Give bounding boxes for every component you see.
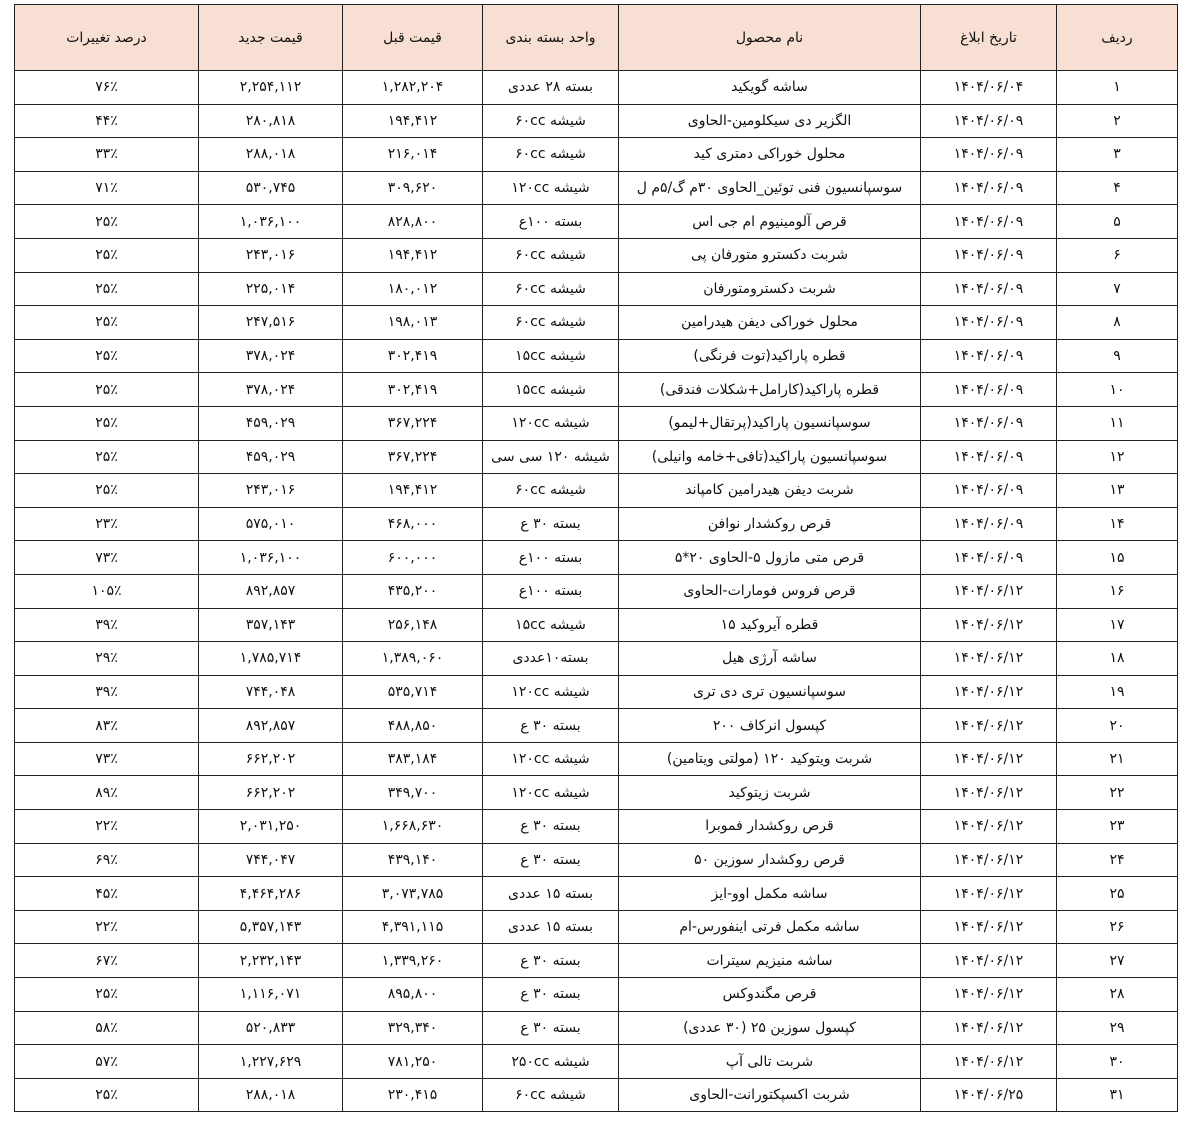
cell-old-price: ۴۸۸,۸۵۰ <box>343 709 483 743</box>
cell-product-name: شربت اکسپکتورانت-الحاوی <box>619 1078 921 1112</box>
cell-new-price: ۵۷۵,۰۱۰ <box>199 507 343 541</box>
table-row <box>15 238 1178 272</box>
cell-new-price: ۳۷۸,۰۲۴ <box>199 373 343 407</box>
cell-product-name: قطره پاراکید(کارامل+شکلات فندقی) <box>619 373 921 407</box>
cell-product-name: قرص روکشدار نوافن <box>619 507 921 541</box>
table-row <box>15 104 1178 138</box>
cell-row-number: ۱۴ <box>1057 507 1178 541</box>
cell-notification-date: ۱۴۰۴/۰۶/۰۹ <box>921 373 1057 407</box>
cell-old-price: ۲۳۰,۴۱۵ <box>343 1078 483 1112</box>
cell-notification-date: ۱۴۰۴/۰۶/۰۹ <box>921 272 1057 306</box>
cell-new-price: ۱,۷۸۵,۷۱۴ <box>199 642 343 676</box>
cell-new-price: ۲۸۰,۸۱۸ <box>199 104 343 138</box>
table-row <box>15 474 1178 508</box>
cell-packaging-unit: بسته ۳۰ ع <box>483 944 619 978</box>
cell-percent-change: ۶۷٪ <box>15 944 199 978</box>
cell-product-name: ساشه گویکید <box>619 71 921 105</box>
cell-notification-date: ۱۴۰۴/۰۶/۰۹ <box>921 406 1057 440</box>
cell-packaging-unit: بسته ۳۰ ع <box>483 843 619 877</box>
table-row <box>15 776 1178 810</box>
table-row <box>15 406 1178 440</box>
cell-notification-date: ۱۴۰۴/۰۶/۰۹ <box>921 440 1057 474</box>
cell-notification-date: ۱۴۰۴/۰۶/۱۲ <box>921 944 1057 978</box>
cell-old-price: ۸۲۸,۸۰۰ <box>343 205 483 239</box>
cell-product-name: شربت تالی آپ <box>619 1045 921 1079</box>
cell-row-number: ۱۷ <box>1057 608 1178 642</box>
cell-packaging-unit: شیشه ۱۵cc <box>483 339 619 373</box>
table-row <box>15 272 1178 306</box>
cell-row-number: ۲ <box>1057 104 1178 138</box>
cell-new-price: ۲۴۳,۰۱۶ <box>199 474 343 508</box>
table-row <box>15 306 1178 340</box>
cell-packaging-unit: بسته ۱۵ عددی <box>483 910 619 944</box>
cell-notification-date: ۱۴۰۴/۰۶/۲۵ <box>921 1078 1057 1112</box>
cell-packaging-unit: بسته ۱۰۰ع <box>483 541 619 575</box>
cell-old-price: ۳۸۳,۱۸۴ <box>343 742 483 776</box>
header-percent-change: درصد تغییرات <box>15 5 199 71</box>
cell-row-number: ۲۴ <box>1057 843 1178 877</box>
cell-new-price: ۲۴۳,۰۱۶ <box>199 238 343 272</box>
cell-percent-change: ۲۵٪ <box>15 440 199 474</box>
cell-percent-change: ۸۳٪ <box>15 709 199 743</box>
table-row <box>15 877 1178 911</box>
cell-product-name: شربت دکسترو متورفان پی <box>619 238 921 272</box>
cell-notification-date: ۱۴۰۴/۰۶/۱۲ <box>921 675 1057 709</box>
table-row <box>15 810 1178 844</box>
cell-old-price: ۲۱۶,۰۱۴ <box>343 138 483 172</box>
cell-old-price: ۴۳۹,۱۴۰ <box>343 843 483 877</box>
cell-new-price: ۱,۱۱۶,۰۷۱ <box>199 978 343 1012</box>
cell-packaging-unit: شیشه ۶۰cc <box>483 1078 619 1112</box>
cell-percent-change: ۲۵٪ <box>15 978 199 1012</box>
cell-old-price: ۴۳۵,۲۰۰ <box>343 574 483 608</box>
cell-packaging-unit: بسته ۳۰ ع <box>483 709 619 743</box>
cell-row-number: ۱۲ <box>1057 440 1178 474</box>
cell-old-price: ۸۹۵,۸۰۰ <box>343 978 483 1012</box>
cell-new-price: ۴۵۹,۰۲۹ <box>199 406 343 440</box>
cell-row-number: ۱۹ <box>1057 675 1178 709</box>
cell-percent-change: ۳۹٪ <box>15 608 199 642</box>
cell-notification-date: ۱۴۰۴/۰۶/۰۹ <box>921 104 1057 138</box>
cell-percent-change: ۷۳٪ <box>15 742 199 776</box>
cell-new-price: ۱,۲۲۷,۶۲۹ <box>199 1045 343 1079</box>
cell-percent-change: ۲۵٪ <box>15 339 199 373</box>
cell-percent-change: ۸۹٪ <box>15 776 199 810</box>
header-product-name: نام محصول <box>619 5 921 71</box>
cell-new-price: ۳۷۸,۰۲۴ <box>199 339 343 373</box>
cell-row-number: ۲۵ <box>1057 877 1178 911</box>
cell-percent-change: ۷۳٪ <box>15 541 199 575</box>
cell-new-price: ۸۹۲,۸۵۷ <box>199 709 343 743</box>
cell-packaging-unit: شیشه ۶۰cc <box>483 238 619 272</box>
cell-packaging-unit: شیشه ۲۵۰cc <box>483 1045 619 1079</box>
cell-percent-change: ۲۳٪ <box>15 507 199 541</box>
cell-notification-date: ۱۴۰۴/۰۶/۰۹ <box>921 306 1057 340</box>
cell-product-name: قرص روکشدار فموبرا <box>619 810 921 844</box>
cell-notification-date: ۱۴۰۴/۰۶/۰۹ <box>921 238 1057 272</box>
table-row <box>15 339 1178 373</box>
cell-percent-change: ۳۹٪ <box>15 675 199 709</box>
table-row <box>15 541 1178 575</box>
table-row <box>15 709 1178 743</box>
cell-row-number: ۱۸ <box>1057 642 1178 676</box>
cell-percent-change: ۵۸٪ <box>15 1011 199 1045</box>
cell-notification-date: ۱۴۰۴/۰۶/۱۲ <box>921 574 1057 608</box>
cell-old-price: ۳,۰۷۳,۷۸۵ <box>343 877 483 911</box>
cell-product-name: کپسول انرکاف ۲۰۰ <box>619 709 921 743</box>
cell-notification-date: ۱۴۰۴/۰۶/۰۹ <box>921 171 1057 205</box>
table-body <box>15 71 1178 1112</box>
cell-notification-date: ۱۴۰۴/۰۶/۰۴ <box>921 71 1057 105</box>
cell-notification-date: ۱۴۰۴/۰۶/۱۲ <box>921 642 1057 676</box>
cell-old-price: ۱,۳۸۹,۰۶۰ <box>343 642 483 676</box>
cell-packaging-unit: شیشه ۶۰cc <box>483 104 619 138</box>
cell-old-price: ۴,۳۹۱,۱۱۵ <box>343 910 483 944</box>
cell-notification-date: ۱۴۰۴/۰۶/۱۲ <box>921 810 1057 844</box>
cell-row-number: ۲۷ <box>1057 944 1178 978</box>
header-new-price: قیمت جدید <box>199 5 343 71</box>
cell-new-price: ۲۴۷,۵۱۶ <box>199 306 343 340</box>
cell-packaging-unit: بسته ۳۰ ع <box>483 978 619 1012</box>
cell-row-number: ۸ <box>1057 306 1178 340</box>
cell-product-name: ساشه منیزیم سیترات <box>619 944 921 978</box>
cell-percent-change: ۴۴٪ <box>15 104 199 138</box>
cell-packaging-unit: شیشه ۶۰cc <box>483 272 619 306</box>
cell-notification-date: ۱۴۰۴/۰۶/۰۹ <box>921 541 1057 575</box>
cell-row-number: ۱۳ <box>1057 474 1178 508</box>
table-row <box>15 910 1178 944</box>
table-row <box>15 742 1178 776</box>
cell-product-name: ساشه مکمل فرتی اینفورس-ام <box>619 910 921 944</box>
cell-old-price: ۳۰۲,۴۱۹ <box>343 339 483 373</box>
cell-old-price: ۳۶۷,۲۲۴ <box>343 406 483 440</box>
cell-product-name: الگزیر دی سیکلومین-الحاوی <box>619 104 921 138</box>
table-row <box>15 944 1178 978</box>
cell-row-number: ۳۰ <box>1057 1045 1178 1079</box>
cell-packaging-unit: شیشه ۶۰cc <box>483 138 619 172</box>
header-packaging-unit: واحد بسته بندی <box>483 5 619 71</box>
cell-notification-date: ۱۴۰۴/۰۶/۱۲ <box>921 910 1057 944</box>
cell-notification-date: ۱۴۰۴/۰۶/۱۲ <box>921 608 1057 642</box>
cell-row-number: ۳۱ <box>1057 1078 1178 1112</box>
cell-new-price: ۷۴۴,۰۴۷ <box>199 843 343 877</box>
cell-notification-date: ۱۴۰۴/۰۶/۱۲ <box>921 1045 1057 1079</box>
cell-product-name: شربت دیفن هیدرامین کامپاند <box>619 474 921 508</box>
table-row <box>15 608 1178 642</box>
cell-notification-date: ۱۴۰۴/۰۶/۱۲ <box>921 776 1057 810</box>
cell-new-price: ۳۵۷,۱۴۳ <box>199 608 343 642</box>
cell-new-price: ۲۸۸,۰۱۸ <box>199 138 343 172</box>
cell-row-number: ۲۹ <box>1057 1011 1178 1045</box>
cell-packaging-unit: شیشه ۱۲۰ سی سی <box>483 440 619 474</box>
table-row <box>15 1078 1178 1112</box>
header-old-price: قیمت قبل <box>343 5 483 71</box>
cell-packaging-unit: بسته ۱۵ عددی <box>483 877 619 911</box>
table-row <box>15 205 1178 239</box>
cell-old-price: ۳۲۹,۳۴۰ <box>343 1011 483 1045</box>
cell-new-price: ۶۶۲,۲۰۲ <box>199 742 343 776</box>
table-row <box>15 978 1178 1012</box>
cell-packaging-unit: بسته ۳۰ ع <box>483 1011 619 1045</box>
cell-percent-change: ۶۹٪ <box>15 843 199 877</box>
cell-notification-date: ۱۴۰۴/۰۶/۰۹ <box>921 507 1057 541</box>
cell-notification-date: ۱۴۰۴/۰۶/۱۲ <box>921 1011 1057 1045</box>
table-header-row <box>15 5 1178 71</box>
cell-packaging-unit: شیشه ۱۵cc <box>483 608 619 642</box>
table-row <box>15 507 1178 541</box>
cell-old-price: ۵۳۵,۷۱۴ <box>343 675 483 709</box>
cell-packaging-unit: شیشه ۱۲۰cc <box>483 742 619 776</box>
cell-product-name: قرص متی مازول ۵-الحاوی ۲۰*۵ <box>619 541 921 575</box>
cell-product-name: قرص آلومینیوم ام جی اس <box>619 205 921 239</box>
cell-product-name: قطره آیروکید ۱۵ <box>619 608 921 642</box>
cell-new-price: ۲,۰۳۱,۲۵۰ <box>199 810 343 844</box>
cell-old-price: ۷۸۱,۲۵۰ <box>343 1045 483 1079</box>
cell-packaging-unit: بسته ۲۸ عددی <box>483 71 619 105</box>
cell-old-price: ۳۰۹,۶۲۰ <box>343 171 483 205</box>
cell-notification-date: ۱۴۰۴/۰۶/۱۲ <box>921 843 1057 877</box>
cell-product-name: محلول خوراکی دیفن هیدرامین <box>619 306 921 340</box>
cell-product-name: سوسپانسیون پاراکید(تافی+خامه وانیلی) <box>619 440 921 474</box>
table-row <box>15 138 1178 172</box>
cell-percent-change: ۳۳٪ <box>15 138 199 172</box>
cell-packaging-unit: شیشه ۱۲۰cc <box>483 675 619 709</box>
cell-percent-change: ۲۵٪ <box>15 306 199 340</box>
cell-old-price: ۱,۶۶۸,۶۳۰ <box>343 810 483 844</box>
cell-new-price: ۴۵۹,۰۲۹ <box>199 440 343 474</box>
cell-old-price: ۱۹۴,۴۱۲ <box>343 238 483 272</box>
cell-old-price: ۶۰۰,۰۰۰ <box>343 541 483 575</box>
cell-percent-change: ۴۵٪ <box>15 877 199 911</box>
cell-packaging-unit: بسته ۳۰ ع <box>483 810 619 844</box>
cell-packaging-unit: شیشه ۶۰cc <box>483 306 619 340</box>
cell-product-name: شربت دکسترومتورفان <box>619 272 921 306</box>
cell-row-number: ۲۸ <box>1057 978 1178 1012</box>
cell-old-price: ۲۵۶,۱۴۸ <box>343 608 483 642</box>
cell-row-number: ۱۰ <box>1057 373 1178 407</box>
cell-percent-change: ۵۷٪ <box>15 1045 199 1079</box>
cell-old-price: ۴۶۸,۰۰۰ <box>343 507 483 541</box>
cell-product-name: قرص مگندوکس <box>619 978 921 1012</box>
price-change-table <box>14 4 1178 1112</box>
cell-packaging-unit: شیشه ۶۰cc <box>483 474 619 508</box>
cell-product-name: ساشه آرژی هیل <box>619 642 921 676</box>
table-row <box>15 71 1178 105</box>
cell-new-price: ۱,۰۳۶,۱۰۰ <box>199 541 343 575</box>
cell-row-number: ۱ <box>1057 71 1178 105</box>
cell-row-number: ۶ <box>1057 238 1178 272</box>
cell-product-name: شربت زیتوکید <box>619 776 921 810</box>
cell-packaging-unit: شیشه ۱۲۰cc <box>483 776 619 810</box>
cell-row-number: ۲۳ <box>1057 810 1178 844</box>
table-row <box>15 1011 1178 1045</box>
cell-new-price: ۱,۰۳۶,۱۰۰ <box>199 205 343 239</box>
header-row-number: ردیف <box>1057 5 1178 71</box>
cell-new-price: ۲,۲۵۴,۱۱۲ <box>199 71 343 105</box>
cell-row-number: ۱۱ <box>1057 406 1178 440</box>
cell-notification-date: ۱۴۰۴/۰۶/۰۹ <box>921 339 1057 373</box>
cell-old-price: ۱,۲۸۲,۲۰۴ <box>343 71 483 105</box>
cell-packaging-unit: شیشه ۱۲۰cc <box>483 406 619 440</box>
cell-old-price: ۱۸۰,۰۱۲ <box>343 272 483 306</box>
cell-new-price: ۵۳۰,۷۴۵ <box>199 171 343 205</box>
cell-product-name: قرص فروس فومارات-الحاوی <box>619 574 921 608</box>
table-row <box>15 642 1178 676</box>
cell-old-price: ۱,۳۳۹,۲۶۰ <box>343 944 483 978</box>
cell-percent-change: ۲۲٪ <box>15 910 199 944</box>
cell-row-number: ۴ <box>1057 171 1178 205</box>
cell-row-number: ۹ <box>1057 339 1178 373</box>
cell-percent-change: ۷۱٪ <box>15 171 199 205</box>
cell-new-price: ۸۹۲,۸۵۷ <box>199 574 343 608</box>
cell-percent-change: ۲۹٪ <box>15 642 199 676</box>
cell-notification-date: ۱۴۰۴/۰۶/۰۹ <box>921 205 1057 239</box>
cell-percent-change: ۲۵٪ <box>15 272 199 306</box>
cell-percent-change: ۲۵٪ <box>15 1078 199 1112</box>
cell-product-name: قرص روکشدار سوزین ۵۰ <box>619 843 921 877</box>
cell-new-price: ۷۴۴,۰۴۸ <box>199 675 343 709</box>
cell-notification-date: ۱۴۰۴/۰۶/۰۹ <box>921 474 1057 508</box>
cell-row-number: ۷ <box>1057 272 1178 306</box>
cell-percent-change: ۲۵٪ <box>15 373 199 407</box>
cell-old-price: ۱۹۴,۴۱۲ <box>343 104 483 138</box>
cell-row-number: ۲۲ <box>1057 776 1178 810</box>
cell-new-price: ۲,۲۳۲,۱۴۳ <box>199 944 343 978</box>
cell-product-name: شربت ویتوکید ۱۲۰ (مولتی ویتامین) <box>619 742 921 776</box>
cell-row-number: ۲۶ <box>1057 910 1178 944</box>
cell-percent-change: ۱۰۵٪ <box>15 574 199 608</box>
cell-new-price: ۲۸۸,۰۱۸ <box>199 1078 343 1112</box>
cell-packaging-unit: بسته ۳۰ ع <box>483 507 619 541</box>
table-row <box>15 675 1178 709</box>
cell-old-price: ۳۴۹,۷۰۰ <box>343 776 483 810</box>
cell-row-number: ۲۱ <box>1057 742 1178 776</box>
cell-packaging-unit: بسته ۱۰۰ع <box>483 205 619 239</box>
cell-percent-change: ۲۵٪ <box>15 474 199 508</box>
cell-notification-date: ۱۴۰۴/۰۶/۰۹ <box>921 138 1057 172</box>
cell-product-name: ساشه مکمل اوو-ایز <box>619 877 921 911</box>
cell-percent-change: ۲۵٪ <box>15 406 199 440</box>
cell-new-price: ۵,۳۵۷,۱۴۳ <box>199 910 343 944</box>
cell-new-price: ۴,۴۶۴,۲۸۶ <box>199 877 343 911</box>
cell-new-price: ۲۲۵,۰۱۴ <box>199 272 343 306</box>
cell-product-name: محلول خوراکی دمتری کید <box>619 138 921 172</box>
cell-packaging-unit: شیشه ۱۲۰cc <box>483 171 619 205</box>
cell-notification-date: ۱۴۰۴/۰۶/۱۲ <box>921 742 1057 776</box>
cell-packaging-unit: بسته ۱۰۰ع <box>483 574 619 608</box>
cell-old-price: ۳۰۲,۴۱۹ <box>343 373 483 407</box>
cell-packaging-unit: بسته۱۰عددی <box>483 642 619 676</box>
table-row <box>15 1045 1178 1079</box>
cell-old-price: ۳۶۷,۲۲۴ <box>343 440 483 474</box>
cell-product-name: سوسپانسیون تری دی تری <box>619 675 921 709</box>
cell-row-number: ۲۰ <box>1057 709 1178 743</box>
cell-row-number: ۵ <box>1057 205 1178 239</box>
table-row <box>15 843 1178 877</box>
cell-packaging-unit: شیشه ۱۵cc <box>483 373 619 407</box>
cell-row-number: ۱۵ <box>1057 541 1178 575</box>
cell-new-price: ۶۶۲,۲۰۲ <box>199 776 343 810</box>
cell-row-number: ۱۶ <box>1057 574 1178 608</box>
cell-row-number: ۳ <box>1057 138 1178 172</box>
cell-product-name: سوسپانسیون پاراکید(پرتقال+لیمو) <box>619 406 921 440</box>
table-row <box>15 171 1178 205</box>
table-row <box>15 373 1178 407</box>
cell-product-name: سوسپانسیون فنی توئین_الحاوی ۳۰م گ/۵م ل <box>619 171 921 205</box>
header-notification-date: تاریخ ابلاغ <box>921 5 1057 71</box>
cell-percent-change: ۲۵٪ <box>15 238 199 272</box>
cell-percent-change: ۲۵٪ <box>15 205 199 239</box>
cell-product-name: قطره پاراکید(توت فرنگی) <box>619 339 921 373</box>
cell-notification-date: ۱۴۰۴/۰۶/۱۲ <box>921 709 1057 743</box>
cell-new-price: ۵۲۰,۸۳۳ <box>199 1011 343 1045</box>
cell-old-price: ۱۹۸,۰۱۳ <box>343 306 483 340</box>
cell-old-price: ۱۹۴,۴۱۲ <box>343 474 483 508</box>
cell-notification-date: ۱۴۰۴/۰۶/۱۲ <box>921 978 1057 1012</box>
table-row <box>15 440 1178 474</box>
cell-product-name: کپسول سوزین ۲۵ (۳۰ عددی) <box>619 1011 921 1045</box>
cell-percent-change: ۲۲٪ <box>15 810 199 844</box>
cell-percent-change: ۷۶٪ <box>15 71 199 105</box>
table-row <box>15 574 1178 608</box>
cell-notification-date: ۱۴۰۴/۰۶/۱۲ <box>921 877 1057 911</box>
